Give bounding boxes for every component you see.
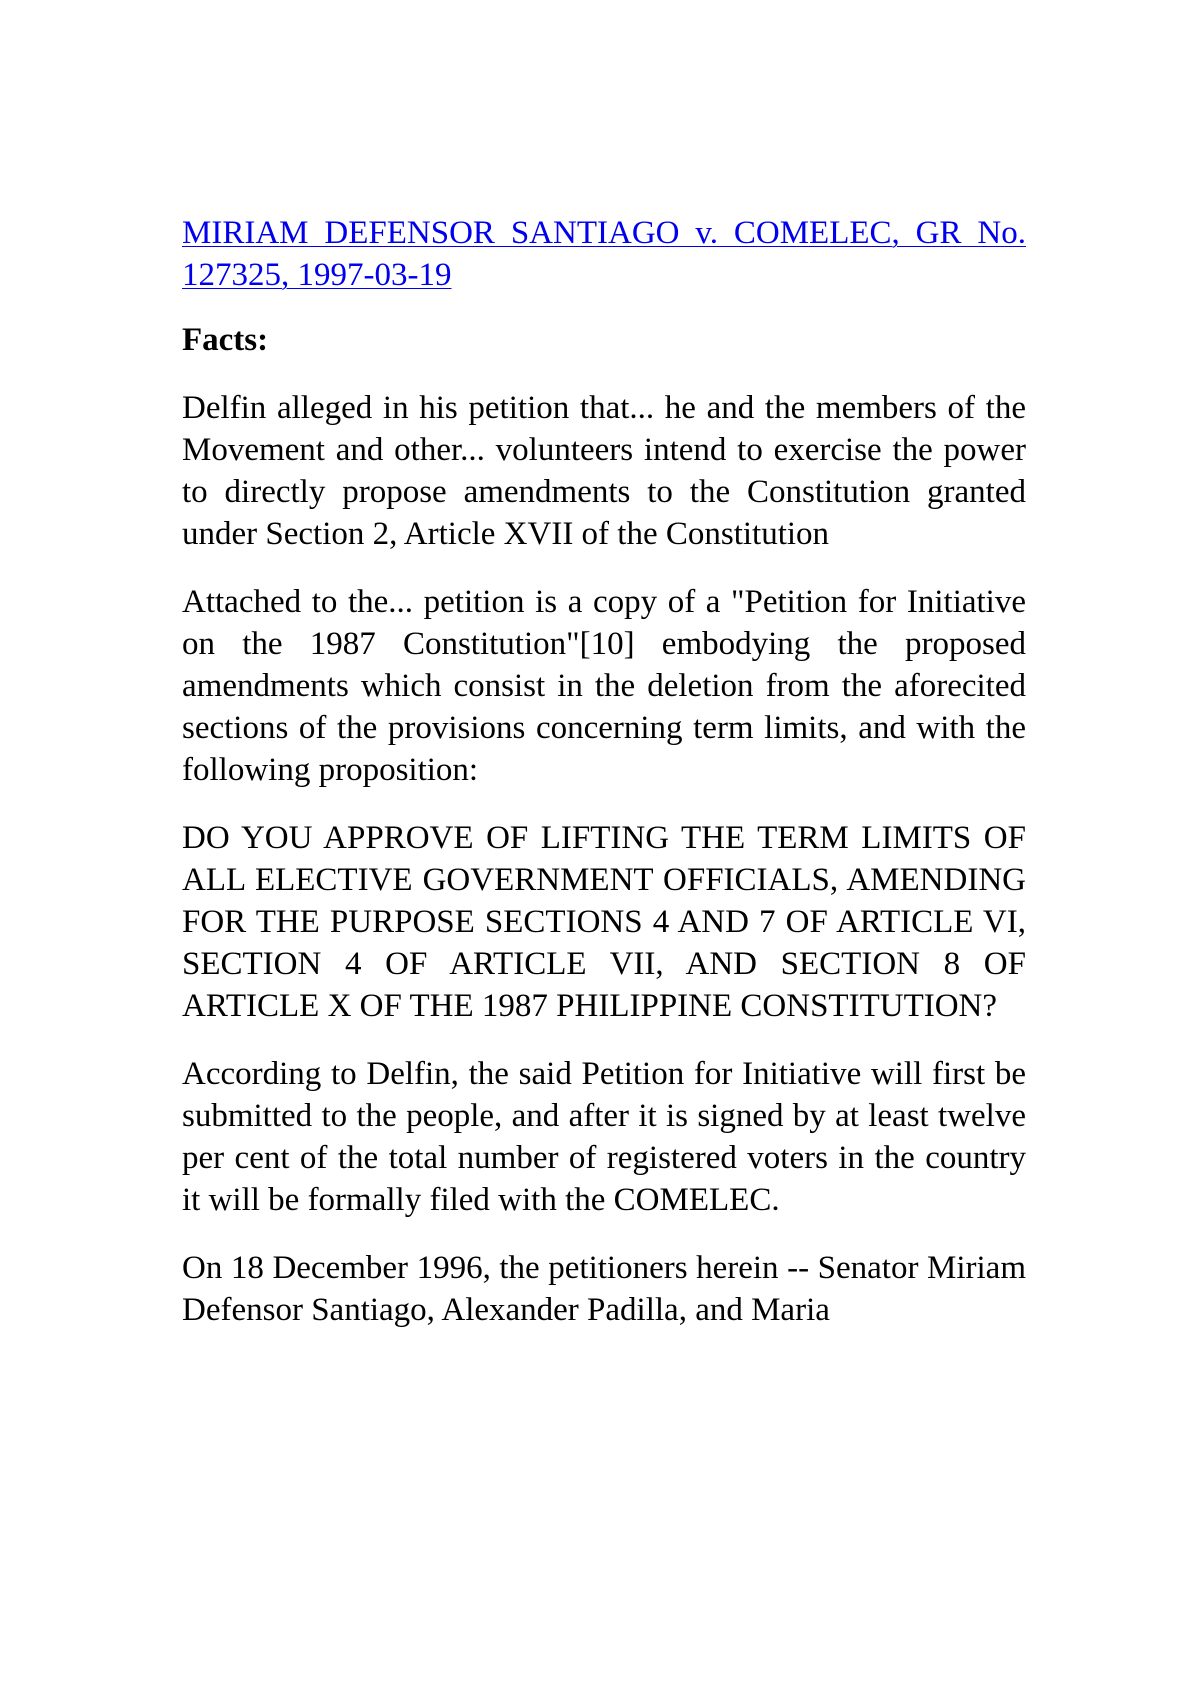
paragraph-proposition: DO YOU APPROVE OF LIFTING THE TERM LIMITS OF ALL ELECTIVE GOVERNMENT OFFICIALS, AMENDING FOR THE PURPOSE SECTIONS 4 AND 7 OF ARTICLE VI, SECTION 4 OF ARTICLE VII, AND SECTION 8 OF ARTICLE X OF THE 1987 PHILIPPINE CONSTITUTION?: [182, 820, 1026, 1024]
paragraph-according-to-delfin: According to Delfin, the said Petition for Initiative will first be submitted to the people, and after it is signed by at least twelve per cent of the total number of registered voters in the country it will be formally filed with the COMELEC.: [182, 1056, 1026, 1218]
paragraph-delfin-allegation: Delfin alleged in his petition that... he and the members of the Movement and other... volunteers intend to exercise the power to directly propose amendments to the Constitution granted under Section 2, Article XVII of the Constitution: [182, 390, 1026, 552]
case-title-link[interactable]: MIRIAM DEFENSOR SANTIAGO v. COMELEC, GR No. 127325, 1997-03-19: [182, 215, 1026, 293]
facts-heading: Facts:: [182, 322, 269, 358]
document-body: [182, 212, 1026, 1357]
paragraph-18-december: On 18 December 1996, the petitioners herein -- Senator Miriam Defensor Santiago, Alexander Padilla, and Maria: [182, 1250, 1026, 1328]
paragraph-attached-petition: Attached to the... petition is a copy of a "Petition for Initiative on the 1987 Constitution"[10] embodying the proposed amendments which consist in the deletion from the aforecited sections of the provisions concerning term limits, and with the following proposition:: [182, 584, 1026, 788]
